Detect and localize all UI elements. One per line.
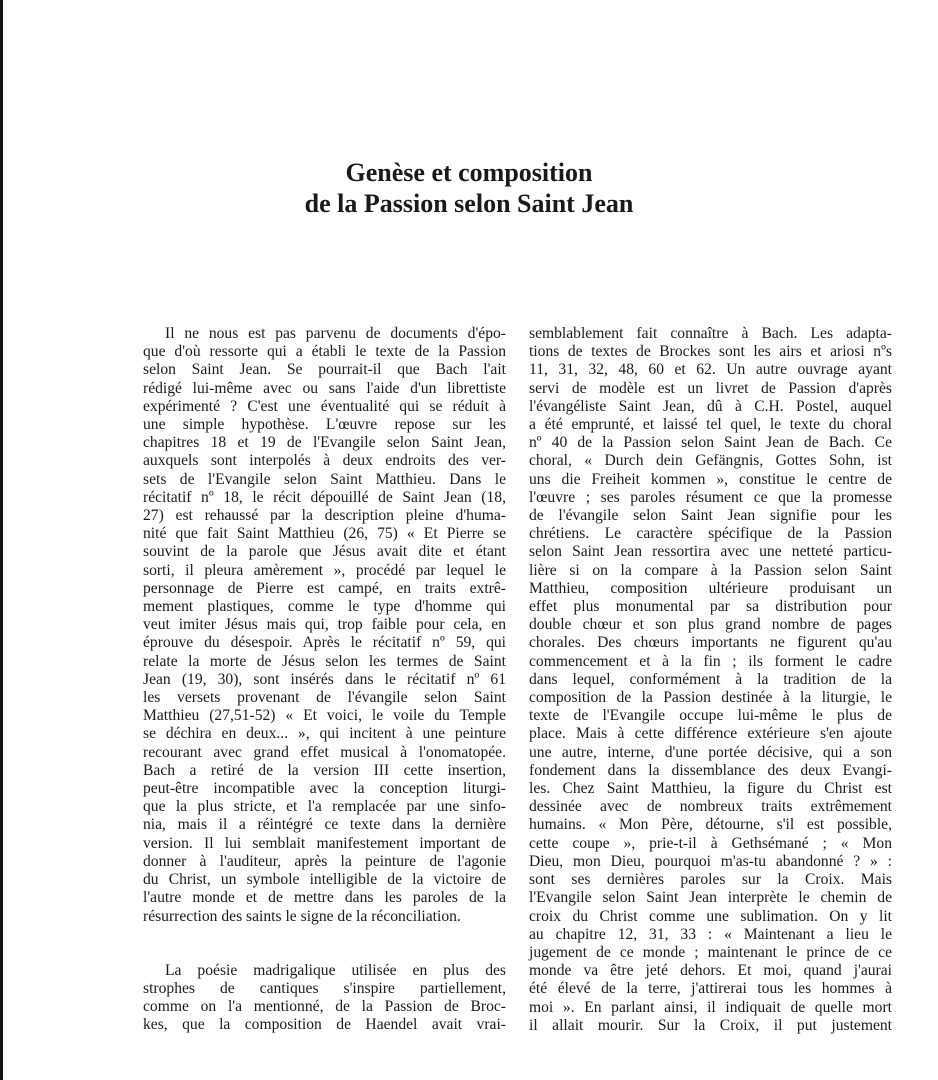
text-line: moi ». En parlant ainsi, il indiquait de quelle mort — [529, 998, 892, 1016]
text-line: commencement et à la fin ; ils forment le cadre — [529, 652, 892, 670]
text-line: tions de textes de Brockes sont les airs et ariosi nºs — [529, 343, 892, 361]
text-line: place. Mais à cette différence extérieure s'en ajoute — [529, 725, 892, 743]
text-line: l'autre monde et de mettre dans les paroles de la — [143, 889, 506, 907]
title-line-2: de la Passion selon Saint Jean — [304, 189, 634, 218]
text-line: l'œuvre ; ses paroles résument ce que la promesse — [529, 488, 892, 506]
text-line: une simple hypothèse. L'œuvre repose sur les — [143, 416, 506, 434]
right-text-column — [529, 325, 892, 1035]
text-line: sets de l'Evangile selon Saint Matthieu. Dans le — [143, 470, 506, 488]
text-line: monde va être jeté dehors. Et moi, quand j'aurai — [529, 962, 892, 980]
text-line: strophes de cantiques s'inspire partiellement, — [143, 979, 506, 997]
text-line: les versets provenant de l'évangile selon Saint — [143, 689, 506, 707]
text-line: dessinée avec de nombreux traits extrêmement — [529, 798, 892, 816]
text-line: fondement dans la dissemblance des deux Evangi- — [529, 761, 892, 779]
text-line: servi de modèle est un livret de Passion d'après — [529, 379, 892, 397]
text-line: La poésie madrigalique utilisée en plus des — [165, 961, 506, 979]
text-line: rédigé lui-même avec ou sans l'aide d'un librettiste — [143, 379, 506, 397]
text-line: l'Evangile selon Saint Jean interprète le chemin de — [529, 889, 892, 907]
text-line: Matthieu (27,51-52) « Et voici, le voile du Temple — [143, 707, 506, 725]
text-line: une autre, interne, d'une portée décisive, qui a son — [529, 743, 892, 761]
page-title — [0, 157, 938, 219]
text-line: éprouve du désespoir. Après le récitatif nº 59, qui — [143, 634, 506, 652]
text-line: 27) est rehaussé par la description pleine d'huma- — [143, 507, 506, 525]
text-line: auxquels sont interpolés à deux endroits des ver- — [143, 452, 506, 470]
text-line: double chœur et son plus grand nombre de pages — [529, 616, 892, 634]
text-line: recourant avec grand effet musical à l'onomatopée. — [143, 743, 506, 761]
text-line: personnage de Pierre est campé, en traits extrê- — [143, 579, 506, 597]
text-line: que d'où ressorte qui a établi le texte de la Passion — [143, 343, 506, 361]
text-line: uns die Freiheit kommen », constitue le centre de — [529, 470, 892, 488]
text-line: peut-être incompatible avec la conception liturgi- — [143, 780, 506, 798]
text-line: croix du Christ comme une sublimation. On y lit — [529, 907, 892, 925]
text-line: sorti, il pleura amèrement », procédé par lequel le — [143, 561, 506, 579]
text-line: relate la morte de Jésus selon les termes de Saint — [143, 652, 506, 670]
text-line: selon Saint Jean. Se pourrait-il que Bach l'ait — [143, 361, 506, 379]
text-line: chapitres 18 et 19 de l'Evangile selon Saint Jean, — [143, 434, 506, 452]
text-line: jugement de ce monde ; maintenant le prince de ce — [529, 943, 892, 961]
text-line: mement plastiques, comme le type d'homme qui — [143, 598, 506, 616]
text-line: nº 40 de la Passion selon Saint Jean de Bach. Ce — [529, 434, 892, 452]
text-line: version. Il lui semblait manifestement important de — [143, 834, 506, 852]
paragraph — [529, 325, 892, 1035]
text-line: veut imiter Jésus mais qui, trop faible pour cela, en — [143, 616, 506, 634]
text-line: texte de l'Evangile occupe lui-même le plus de — [529, 707, 892, 725]
text-line: comme on l'a mentionné, de la Passion de Broc- — [143, 998, 506, 1016]
text-line: Matthieu, composition ultérieure produisant un — [529, 579, 892, 597]
text-line: semblablement fait connaître à Bach. Les adapta- — [529, 325, 892, 342]
text-line: du Christ, un symbole intelligible de la victoire de — [143, 871, 506, 889]
text-line: composition de la Passion destinée à la liturgie, le — [529, 689, 892, 707]
text-line: choral, « Durch dein Gefängnis, Gottes Sohn, ist — [529, 452, 892, 470]
text-line: lière si on la compare à la Passion selon Saint — [529, 561, 892, 579]
text-line: kes, que la composition de Haendel avait vrai- — [143, 1016, 506, 1034]
text-line: sont ses dernières paroles sur la Croix. Mais — [529, 871, 892, 889]
paragraph — [143, 325, 506, 926]
text-line: Bach a retiré de la version III cette insertion, — [143, 761, 506, 779]
text-line: humains. « Mon Père, détourne, s'il est possible, — [529, 816, 892, 834]
text-line: au chapitre 12, 31, 33 : « Maintenant a lieu le — [529, 925, 892, 943]
text-line: nia, mais il a réintégré ce texte dans la dernière — [143, 816, 506, 834]
left-text-column — [143, 325, 506, 1035]
text-line: il allait mourir. Sur la Croix, il put justement — [529, 1016, 892, 1034]
text-line: Jean (19, 30), sont insérés dans le récitatif nº 61 — [143, 670, 506, 688]
text-line: Il ne nous est pas parvenu de documents d'épo- — [165, 325, 506, 342]
text-line: a été emprunté, et laissé tel quel, le texte du choral — [529, 416, 892, 434]
text-line: de l'évangile selon Saint Jean signifie pour les — [529, 507, 892, 525]
text-line: nité que fait Saint Matthieu (26, 75) « Et Pierre se — [143, 525, 506, 543]
text-line: les. Chez Saint Matthieu, la figure du Christ est — [529, 780, 892, 798]
text-line: expérimenté ? C'est une éventualité qui se réduit à — [143, 397, 506, 415]
text-line: cette coupe », prie-t-il à Gethsémané ; « Mon — [529, 834, 892, 852]
text-line: selon Saint Jean ressortira avec une netteté particu- — [529, 543, 892, 561]
text-line: résurrection des saints le signe de la réconciliation. — [143, 907, 461, 925]
text-line: été élevé de la terre, j'attirerai tous les hommes à — [529, 980, 892, 998]
text-line: dans lequel, conformément à la tradition de la — [529, 670, 892, 688]
text-line: chrétiens. Le caractère spécifique de la Passion — [529, 525, 892, 543]
text-line: chorales. Des chœurs importants ne figurent qu'au — [529, 634, 892, 652]
text-line: donner à l'auditeur, après la peinture de l'agonie — [143, 852, 506, 870]
text-line: que la plus stricte, et l'a remplacée par une sinfo- — [143, 798, 506, 816]
text-line: effet plus monumental par sa distribution pour — [529, 598, 892, 616]
text-line: 11, 31, 32, 48, 60 et 62. Un autre ouvrage ayant — [529, 361, 892, 379]
text-line: se déchira en deux... », qui incitent à une peinture — [143, 725, 506, 743]
title-line-1: Genèse et composition — [345, 158, 593, 187]
text-line: l'évangéliste Saint Jean, dû à C.H. Postel, auquel — [529, 397, 892, 415]
text-line: récitatif nº 18, le récit dépouillé de Saint Jean (18, — [143, 488, 506, 506]
paragraph — [143, 962, 506, 1035]
text-line: Dieu, mon Dieu, pourquoi m'as-tu abandonné ? » : — [529, 852, 892, 870]
text-line: souvint de la parole que Jésus avait dite et étant — [143, 543, 506, 561]
